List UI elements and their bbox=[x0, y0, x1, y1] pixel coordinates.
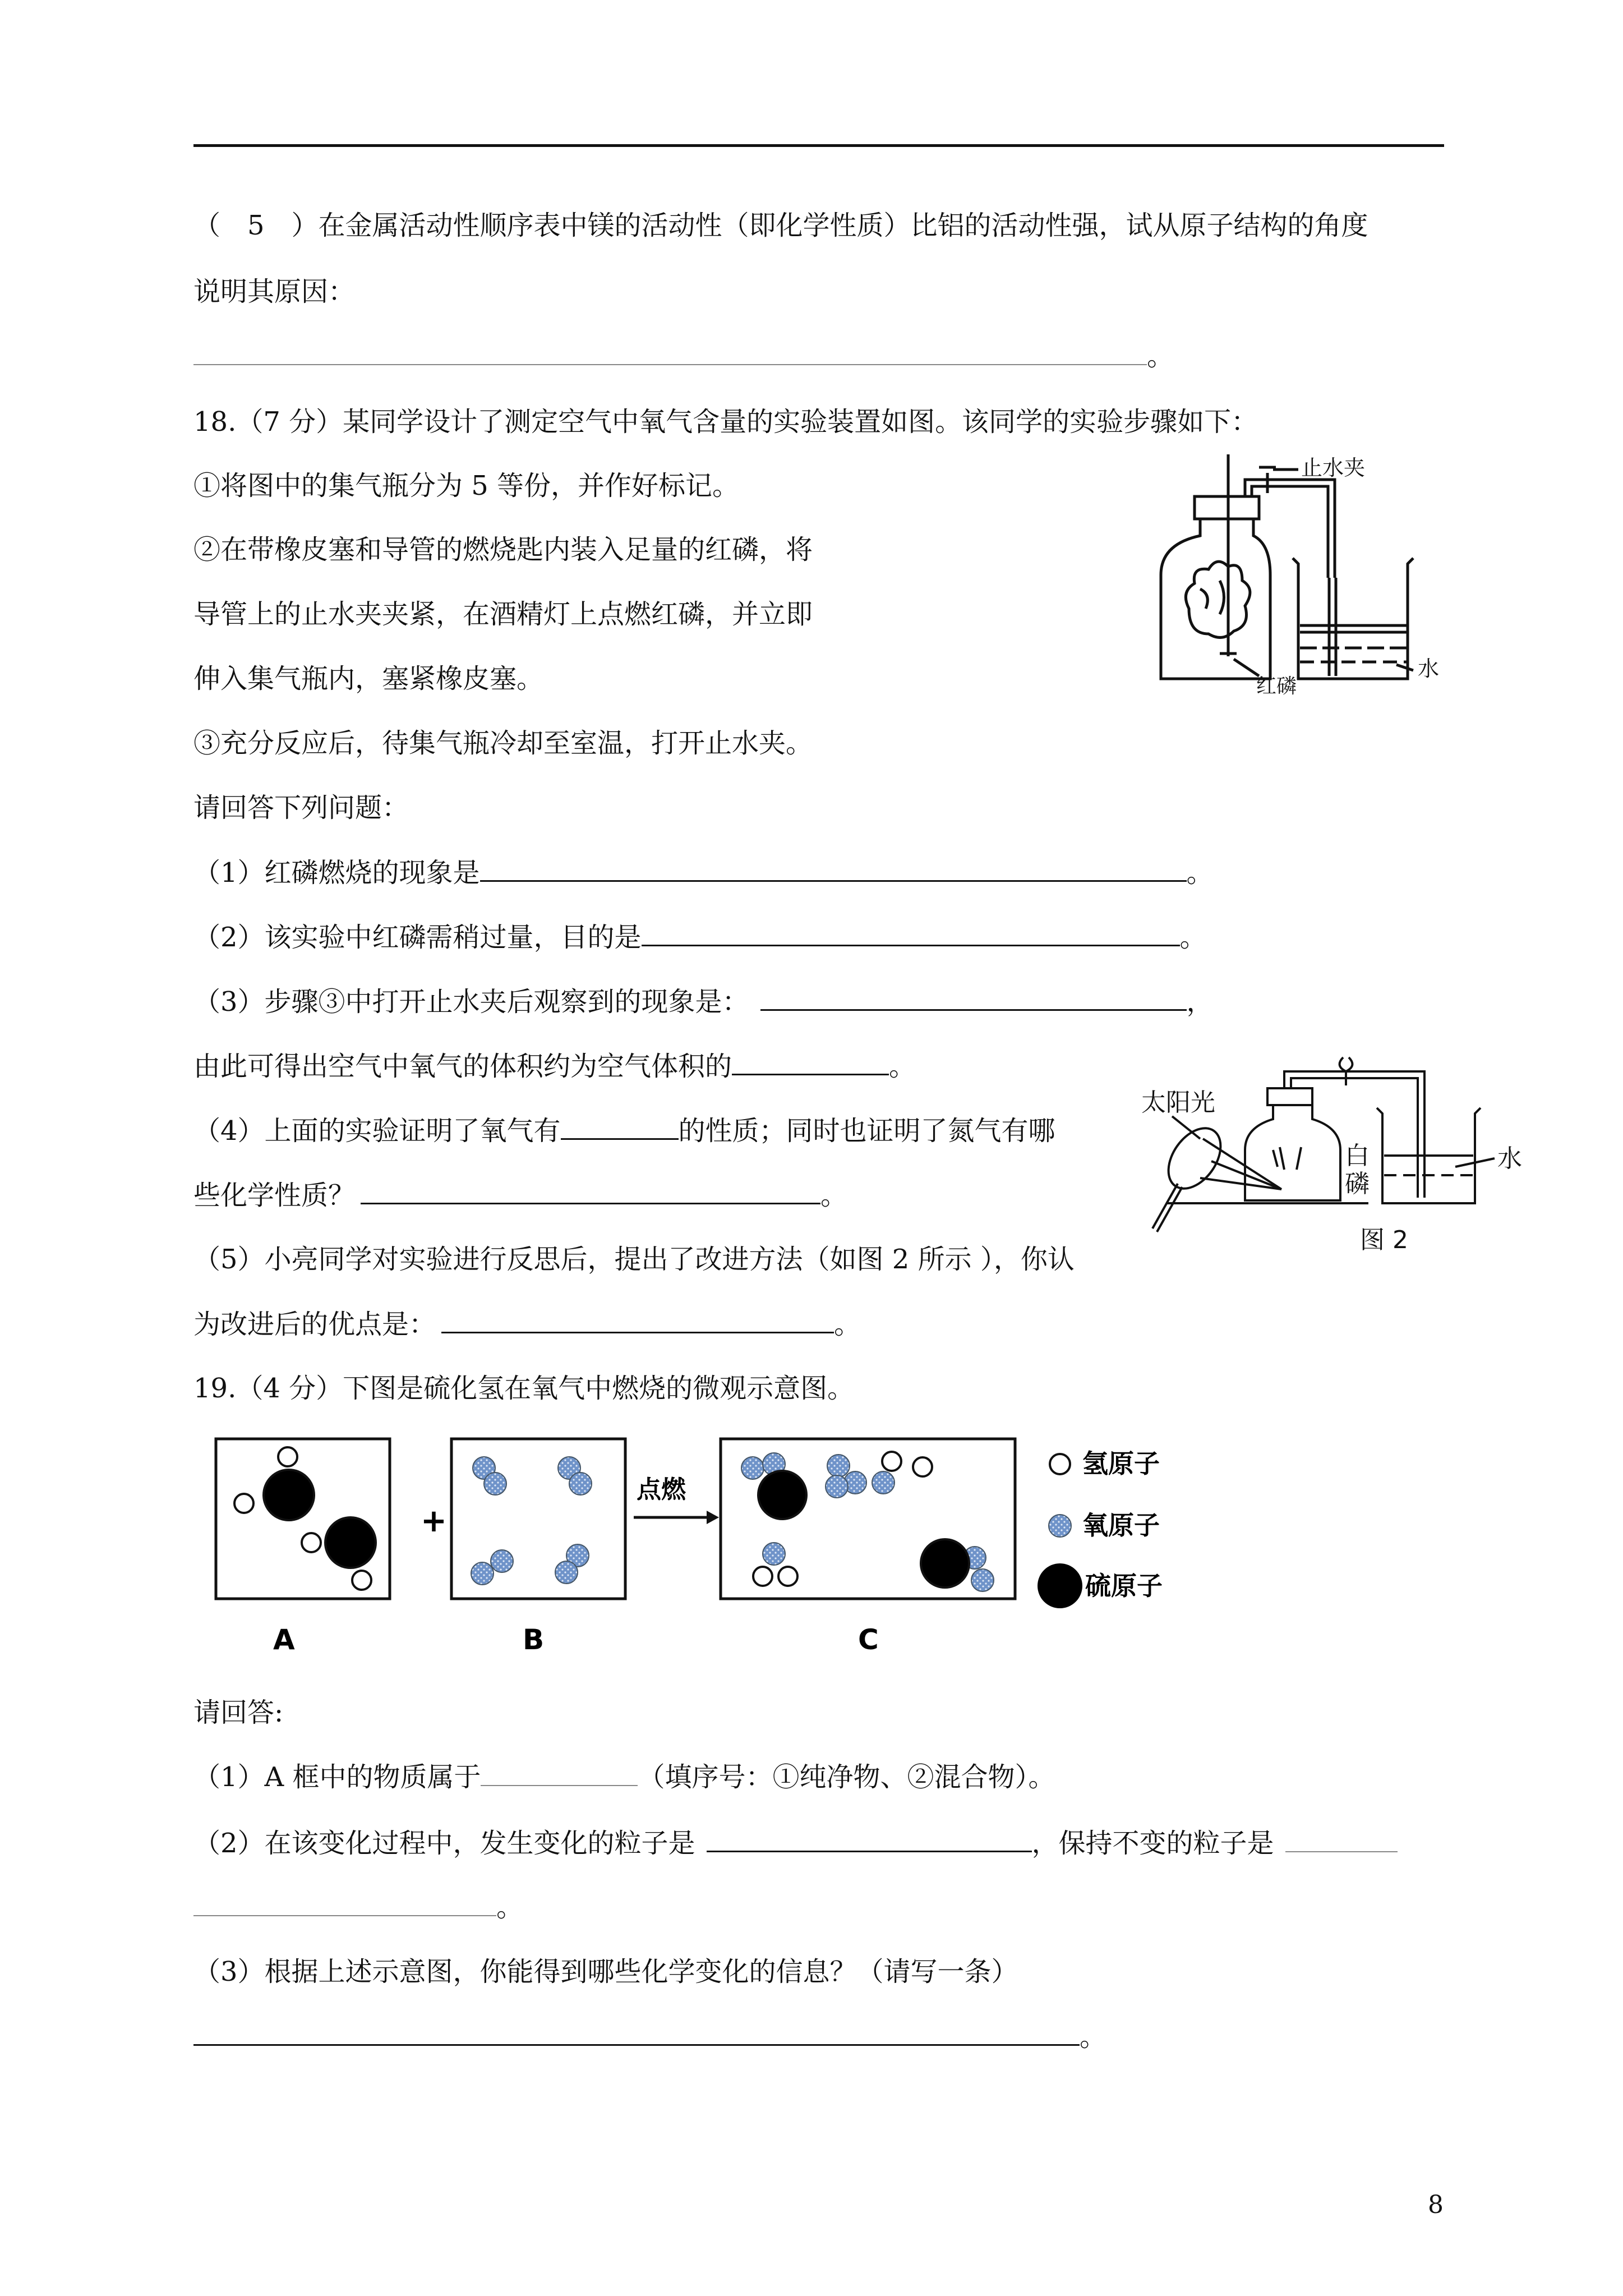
q17-part5-answer bbox=[193, 339, 1174, 373]
period: 。 bbox=[834, 1309, 861, 1340]
page-number: 8 bbox=[1428, 2191, 1444, 2219]
label-b: B bbox=[523, 1623, 545, 1656]
plus-sign: + bbox=[421, 1503, 447, 1539]
q18-q5: （5）小亮同学对实验进行反思后，提出了改进方法（如图 2 所示 ），你认 bbox=[193, 1244, 1075, 1275]
q18-q4 bbox=[193, 1114, 1055, 1148]
answer-blank[interactable] bbox=[642, 920, 1180, 946]
apparatus-figure-2 bbox=[1133, 1055, 1593, 1279]
label-water: 水 bbox=[1497, 1144, 1522, 1173]
q18-q4-line2-text: 些化学性质？ bbox=[193, 1180, 356, 1211]
legend-sulfur-marker bbox=[1038, 1563, 1082, 1608]
answer-blank[interactable] bbox=[707, 1826, 1032, 1852]
answer-blank[interactable] bbox=[561, 1114, 679, 1140]
q18-step2-line2: 导管上的止水夹夹紧，在酒精灯上点燃红磷，并立即 bbox=[193, 599, 813, 630]
comma: ， bbox=[1186, 986, 1214, 1018]
answer-blank[interactable] bbox=[193, 339, 1147, 365]
q18-q3-text: （3）步骤③中打开止水夹后观察到的现象是： bbox=[193, 986, 749, 1018]
q19-q3: （3）根据上述示意图，你能得到哪些化学变化的信息？（请写一条） bbox=[193, 1956, 1018, 1987]
answer-blank[interactable] bbox=[732, 1049, 889, 1075]
q19-q1 bbox=[193, 1760, 1055, 1794]
label-red-phosphorus: 红磷 bbox=[1256, 675, 1297, 698]
q19-q2-text: （2）在该变化过程中，发生变化的粒子是 bbox=[193, 1828, 695, 1859]
period: 。 bbox=[1186, 857, 1214, 889]
q18-q3-line2-text: 由此可得出空气中氧气的体积约为空气体积的 bbox=[193, 1051, 732, 1082]
legend-oxygen-marker bbox=[1049, 1515, 1071, 1537]
q18-q5-line2 bbox=[193, 1307, 861, 1341]
q19-q3-answer bbox=[193, 2019, 1106, 2054]
answer-blank[interactable] bbox=[481, 1760, 638, 1786]
q19-q2-line2 bbox=[193, 1890, 523, 1924]
legend-sulfur: 硫原子 bbox=[1085, 1571, 1163, 1601]
answer-blank[interactable] bbox=[441, 1307, 834, 1333]
q18-step3: ③充分反应后，待集气瓶冷却至室温，打开止水夹。 bbox=[193, 728, 813, 759]
period: 。 bbox=[820, 1180, 848, 1211]
q18-q4-text: （4）上面的实验证明了氧气有 bbox=[193, 1115, 561, 1147]
answer-blank[interactable] bbox=[760, 984, 1187, 1011]
legend-hydrogen-marker bbox=[1050, 1454, 1070, 1474]
label-white-phosphorus-1: 白 bbox=[1345, 1142, 1370, 1170]
period: 。 bbox=[889, 1051, 916, 1082]
legend-oxygen: 氧原子 bbox=[1082, 1510, 1160, 1540]
q18-q5-line2-text: 为改进后的优点是： bbox=[193, 1309, 436, 1340]
q17-part5-line1: （ 5 ）在金属活动性顺序表中镁的活动性（即化学性质）比铝的活动性强，试从原子结构的角度 bbox=[193, 210, 1368, 241]
answer-blank[interactable] bbox=[480, 855, 1187, 882]
q18-q3 bbox=[193, 984, 1214, 1019]
q18-q2 bbox=[193, 920, 1207, 954]
label-a: A bbox=[273, 1623, 295, 1656]
answer-blank[interactable] bbox=[193, 2019, 1080, 2046]
q18-step2-line1: ②在带橡皮塞和导管的燃烧匙内装入足量的红磷，将 bbox=[193, 534, 813, 565]
q18-step2-line3: 伸入集气瓶内，塞紧橡皮塞。 bbox=[193, 663, 544, 694]
q19-q1-text-b: （填序号：①纯净物、②混合物）。 bbox=[638, 1761, 1055, 1793]
q19-title: 19.（4 分）下图是硫化氢在氧气中燃烧的微观示意图。 bbox=[193, 1373, 855, 1404]
label-clamp: 止水夹 bbox=[1301, 455, 1366, 480]
period: 。 bbox=[496, 1892, 524, 1923]
q18-q4-text-b: 的性质；同时也证明了氮气有哪 bbox=[678, 1115, 1055, 1147]
q17-part5-line2: 说明其原因： bbox=[193, 276, 356, 307]
label-water: 水 bbox=[1418, 656, 1440, 681]
legend-hydrogen: 氢原子 bbox=[1082, 1448, 1160, 1479]
q18-q1 bbox=[193, 855, 1214, 890]
period: 。 bbox=[1147, 341, 1174, 372]
label-white-phosphorus-2: 磷 bbox=[1345, 1170, 1370, 1198]
answer-blank[interactable] bbox=[361, 1178, 820, 1204]
q18-step1: ①将图中的集气瓶分为 5 等份，并作好标记。 bbox=[193, 470, 740, 501]
q18-title: 18.（7 分）某同学设计了测定空气中氧气含量的实验装置如图。该同学的实验步骤如下： bbox=[193, 406, 1258, 438]
label-c: C bbox=[858, 1623, 879, 1656]
period: 。 bbox=[1080, 2021, 1107, 2053]
answer-blank[interactable] bbox=[1285, 1826, 1398, 1852]
molecular-diagram bbox=[208, 1433, 1245, 1658]
q18-q3-line2 bbox=[193, 1049, 916, 1083]
q18-prompt: 请回答下列问题： bbox=[193, 792, 409, 823]
q18-q2-text: （2）该实验中红磷需稍过量，目的是 bbox=[193, 922, 642, 953]
q18-q4-line2 bbox=[193, 1178, 847, 1212]
figure-2-caption: 图 2 bbox=[1360, 1226, 1408, 1254]
q19-q2-text-b: ，保持不变的粒子是 bbox=[1031, 1828, 1274, 1859]
q19-q2 bbox=[193, 1826, 1398, 1860]
apparatus-figure-1 bbox=[1144, 446, 1447, 698]
label-sunlight: 太阳光 bbox=[1141, 1088, 1215, 1117]
q19-prompt: 请回答: bbox=[193, 1697, 284, 1728]
q18-q1-text: （1）红磷燃烧的现象是 bbox=[193, 857, 480, 889]
q19-q1-text: （1）A 框中的物质属于 bbox=[193, 1761, 481, 1793]
answer-blank[interactable] bbox=[193, 1890, 496, 1916]
period: 。 bbox=[1179, 922, 1207, 953]
header-rule bbox=[193, 144, 1444, 147]
reaction-condition: 点燃 bbox=[637, 1475, 686, 1504]
